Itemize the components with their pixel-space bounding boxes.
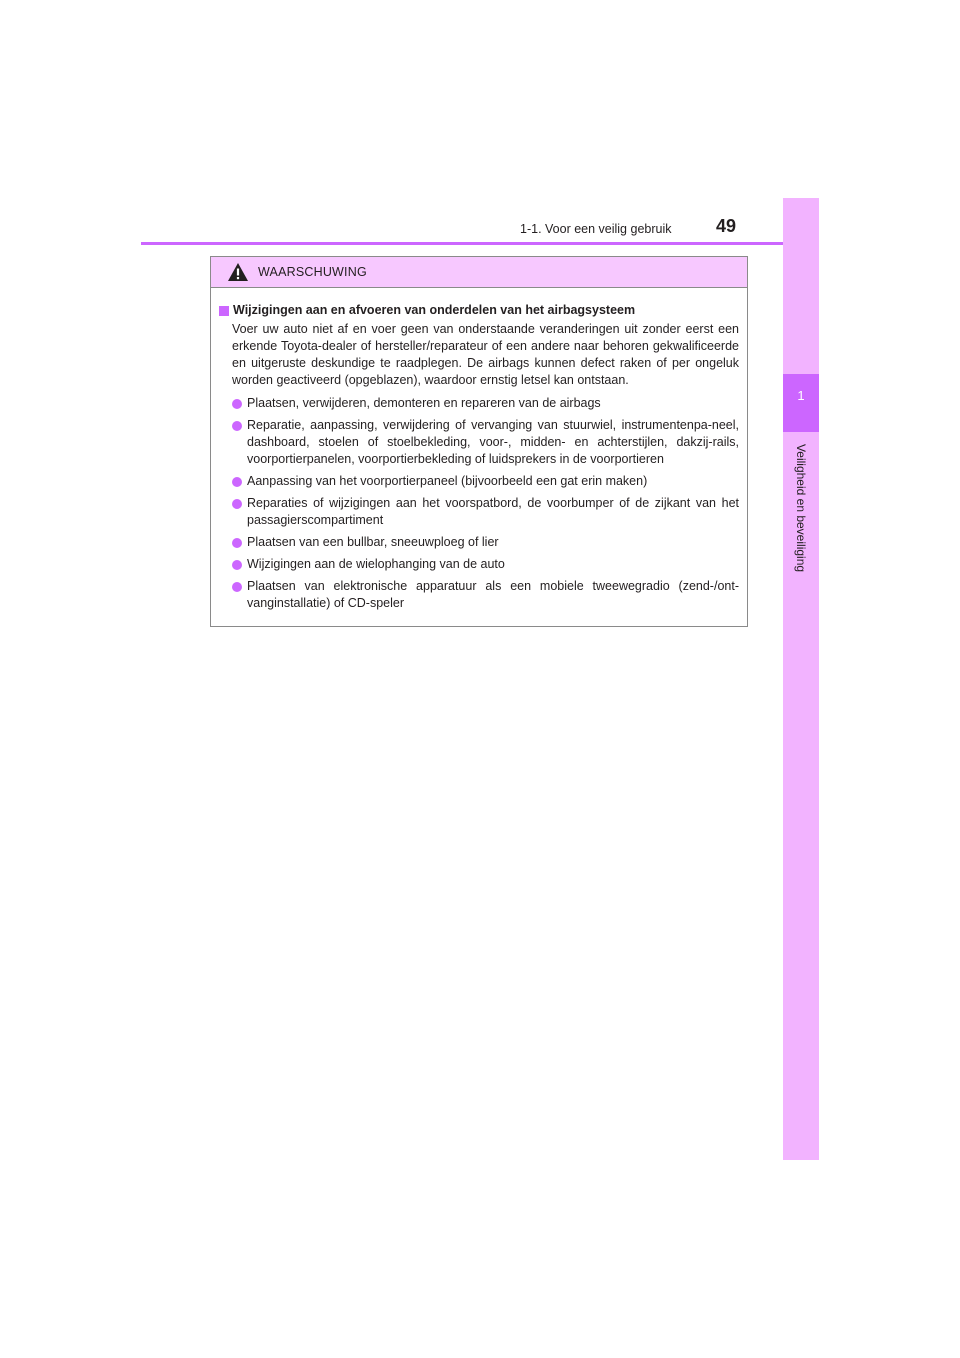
section-heading <box>219 302 739 319</box>
circle-bullet-icon <box>232 499 242 509</box>
warning-header <box>211 257 747 288</box>
warning-intro: Voer uw auto niet af en voer geen van onderstaande veranderingen uit zonder eerst een erkende Toyota-dealer of hersteller/reparateur of een andere naar behoren gekwalificeerde en uitgeruste deskundige te raadplegen. De airbags kunnen defect raken of per ongeluk worden geactiveerd (opgeblazen), waardoor ernstig letsel kan ontstaan. <box>232 322 739 387</box>
list-item-text: Plaatsen, verwijderen, demonteren en repareren van de airbags <box>247 396 601 410</box>
header-title: 1-1. Voor een veilig gebruik <box>520 222 672 236</box>
chapter-title: Veiligheid en beveiliging <box>794 443 808 573</box>
chapter-number: 1 <box>797 388 805 403</box>
circle-bullet-icon <box>232 582 242 592</box>
list-item-text: Plaatsen van een bullbar, sneeuwploeg of lier <box>247 535 499 549</box>
header-rule <box>141 242 819 245</box>
list-item <box>232 417 739 468</box>
list-item <box>232 578 739 612</box>
square-bullet-icon <box>219 306 229 316</box>
section-heading-text: Wijzigingen aan en afvoeren van onderdelen van het airbagsysteem <box>233 303 636 317</box>
list-item <box>232 534 739 551</box>
side-tab <box>783 198 819 1160</box>
page-number: 49 <box>716 216 737 236</box>
list-item-text: Aanpassing van het voorportierpaneel (bijvoorbeeld een gat erin maken) <box>247 474 648 488</box>
list-item-text: Reparatie, aanpassing, verwijdering of vervanging van stuurwiel, instrumentenpa-neel, dashboard, stoelen of stoelbekleding, voor-, midden- en achterstijlen, dakzij-rails, voorportierpanelen, voorportierbekleding of luidsprekers in de voorportieren <box>247 418 739 466</box>
list-item-text: Plaatsen van elektronische apparatuur als een mobiele tweewegradio (zend-/ont-vanginstallatie) of CD-speler <box>247 579 739 610</box>
list-item-text: Reparaties of wijzigingen aan het voorspatbord, de voorbumper of de zijkant van het passagierscompartiment <box>247 496 739 527</box>
circle-bullet-icon <box>232 538 242 548</box>
warning-box <box>210 256 748 627</box>
list-item <box>232 395 739 412</box>
list-item-text: Wijzigingen aan de wielophanging van de auto <box>247 557 505 571</box>
warning-triangle-icon <box>227 262 249 282</box>
list-item <box>232 473 739 490</box>
circle-bullet-icon <box>232 399 242 409</box>
list-item <box>232 556 739 573</box>
list-item <box>232 495 739 529</box>
circle-bullet-icon <box>232 477 242 487</box>
circle-bullet-icon <box>232 421 242 431</box>
side-tab-active-chapter <box>783 374 819 432</box>
warning-list <box>219 395 739 612</box>
warning-label: WAARSCHUWING <box>258 265 367 279</box>
warning-body <box>211 288 747 612</box>
circle-bullet-icon <box>232 560 242 570</box>
